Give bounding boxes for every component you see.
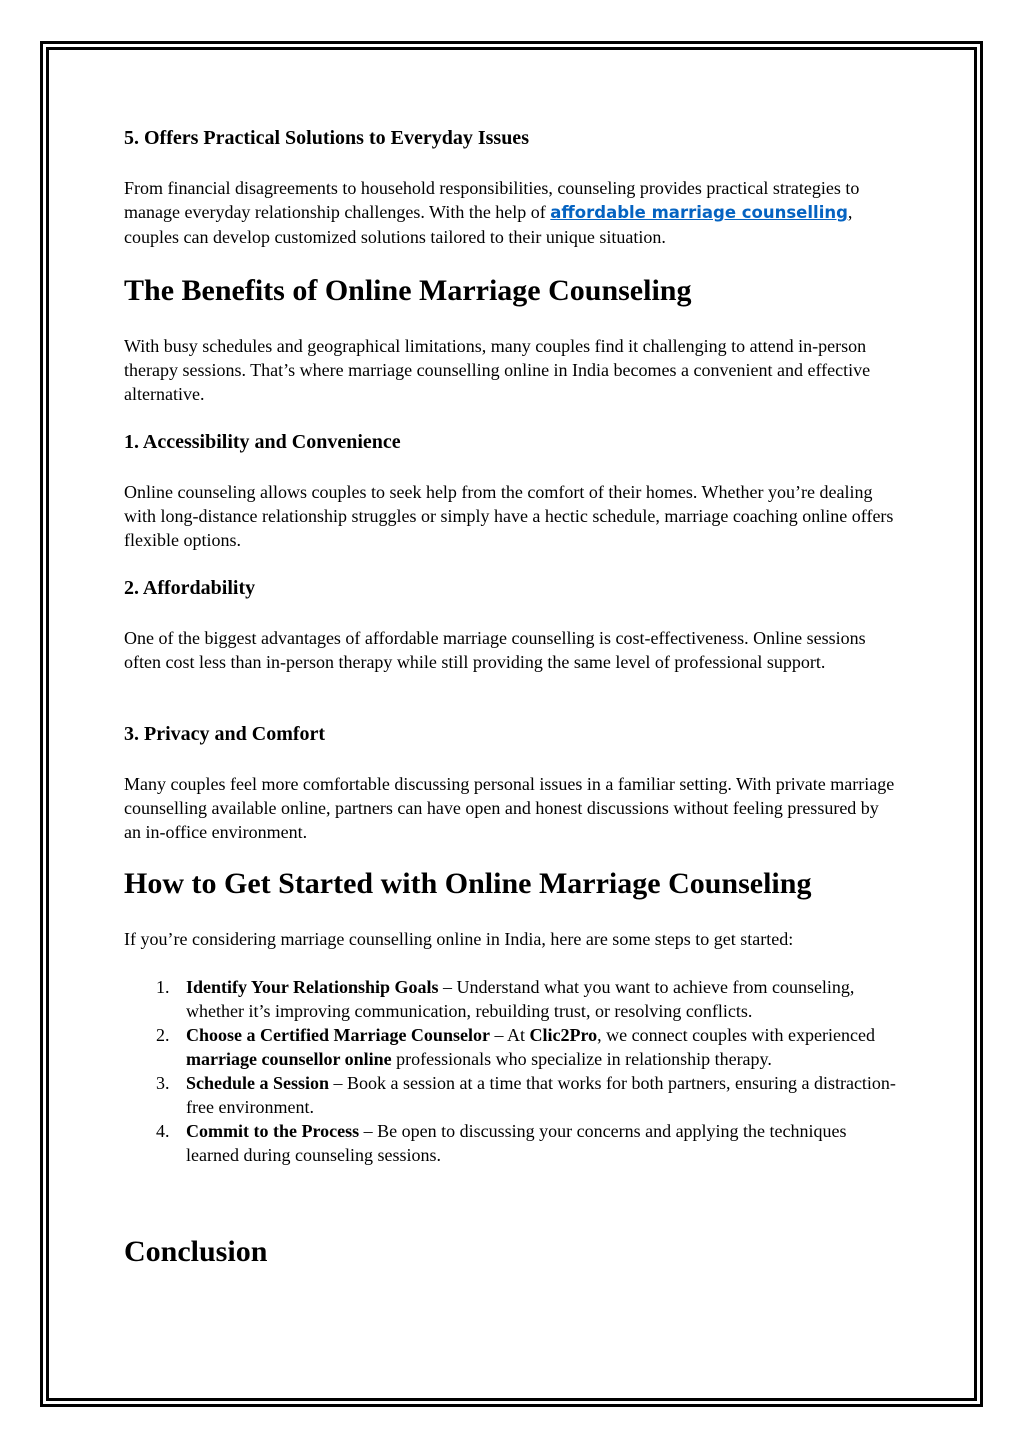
step-keyword: marriage counsellor online [186,1049,392,1069]
benefits-intro: With busy schedules and geographical limitations, many couples find it challenging to attend in-person therapy sessions. That’s where marriage counselling online in India becomes a convenient and effective alternative. [124,336,871,404]
step-text: professionals who specialize in relationship therapy. [391,1049,772,1069]
benefit-text-accessibility: Online counseling allows couples to seek help from the comfort of their homes. Whether you’re dealing with long-distance relationship struggles or simply have a hectic schedule, marriage coaching online offers flexible options. [124,482,894,550]
section5-paragraph [124,176,899,249]
step-title: Commit to the Process [186,1121,360,1141]
section5-text-after: , couples can develop customized solutions tailored to their unique situation. [124,202,853,247]
step-text: , we connect couples with experienced [597,1025,875,1045]
affordable-marriage-counselling-link[interactable]: affordable marriage counselling [550,203,848,222]
step-number: 1. [156,977,170,997]
get-started-heading: How to Get Started with Online Marriage Counseling [124,867,812,900]
benefits-heading: The Benefits of Online Marriage Counseling [124,274,692,307]
benefit-text-affordability: One of the biggest advantages of affordable marriage counselling is cost-effectiveness. Online sessions often cost less than in-person therapy while still providing the same level of professional support. [124,628,866,672]
step-title: Choose a Certified Marriage Counselor [186,1025,490,1045]
section5-heading: 5. Offers Practical Solutions to Everyday Issues [124,127,529,149]
step-text: – Understand what you want to achieve from counseling, whether it’s improving communication, rebuilding trust, or resolving conflicts. [186,977,855,1021]
step-title: Schedule a Session [186,1073,330,1093]
brand-name: Clic2Pro [529,1025,598,1045]
conclusion-heading: Conclusion [124,1235,268,1268]
section5-text-before: From financial disagreements to household responsibilities, counseling provides practical strategies to manage everyday relationship challenges. With the help of [124,178,860,222]
list-item [124,1119,899,1167]
list-item [124,1071,899,1119]
list-item [124,975,899,1023]
step-text: – Book a session at a time that works for both partners, ensuring a distraction-free environment. [186,1073,896,1117]
step-number: 2. [156,1025,170,1045]
benefit-heading-affordability: 2. Affordability [124,577,256,599]
step-number: 3. [156,1073,170,1093]
list-item [124,1023,899,1071]
step-text: – Be open to discussing your concerns and applying the techniques learned during counseling sessions. [186,1121,847,1165]
benefit-text-privacy: Many couples feel more comfortable discussing personal issues in a familiar setting. With private marriage counselling available online, partners can have open and honest discussions without feeling pressured by an in-office environment. [124,774,895,842]
get-started-steps [124,975,899,1167]
step-text: – At [489,1025,530,1045]
step-number: 4. [156,1121,170,1141]
step-title: Identify Your Relationship Goals [186,977,439,997]
benefit-heading-accessibility: 1. Accessibility and Convenience [124,431,401,453]
benefit-heading-privacy: 3. Privacy and Comfort [124,723,326,745]
get-started-intro: If you’re considering marriage counselling online in India, here are some steps to get started: [124,929,794,949]
